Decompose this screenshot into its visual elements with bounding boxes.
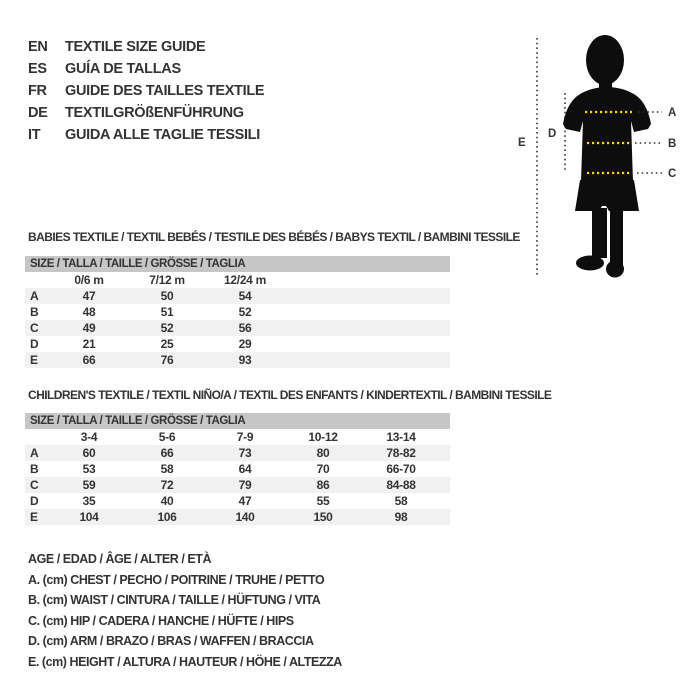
- babies-section-title: BABIES TEXTILE / TEXTIL BEBÉS / TESTILE DES BÉBÉS / BABYS TEXTIL / BAMBINI TESSILE: [28, 230, 520, 244]
- cell-value: 47: [82, 289, 96, 303]
- table-row: [25, 352, 450, 368]
- row-label: E: [30, 353, 38, 367]
- row-label: B: [30, 462, 39, 476]
- cell-value: 55: [316, 494, 330, 508]
- silhouette-tshirt: [563, 87, 651, 182]
- silhouette-shorts: [575, 180, 639, 211]
- cell-value: 150: [313, 510, 333, 524]
- cell-value: 58: [160, 462, 174, 476]
- corner-cell: [25, 429, 50, 445]
- children-col-3: 10-12: [308, 430, 338, 444]
- children-size-table: [25, 413, 450, 525]
- cell-value: 49: [82, 321, 96, 335]
- cell-value: 54: [238, 289, 252, 303]
- corner-cell: [25, 272, 50, 288]
- children-size-header: SIZE / TALLA / TAILLE / GRÖSSE / TAGLIA: [25, 413, 450, 429]
- children-col-4: 13-14: [386, 430, 416, 444]
- table-row: [25, 288, 450, 304]
- row-label: D: [30, 494, 39, 508]
- cell-value: 66: [160, 446, 174, 460]
- language-code: EN: [28, 39, 48, 55]
- language-code: FR: [28, 83, 47, 99]
- label-d: D: [548, 128, 557, 140]
- table-row: [25, 445, 450, 461]
- cell-value: 64: [238, 462, 252, 476]
- cell-value: 73: [238, 446, 252, 460]
- legend-age: AGE / EDAD / ÂGE / ALTER / ETÀ: [28, 552, 212, 566]
- row-label: A: [30, 446, 39, 460]
- cell-value: 51: [160, 305, 174, 319]
- cell-value: 140: [235, 510, 255, 524]
- table-row: [25, 461, 450, 477]
- table-row: [25, 509, 450, 525]
- silhouette-left-shoe: [576, 256, 604, 271]
- measurement-figure: [510, 30, 690, 285]
- cell-value: 84-88: [386, 478, 416, 492]
- label-a: A: [668, 107, 677, 119]
- children-col-1: 5-6: [158, 430, 176, 444]
- babies-col-0: 0/6 m: [74, 273, 104, 287]
- legend-chest: A. (cm) CHEST / PECHO / POITRINE / TRUHE / PETTO: [28, 572, 325, 587]
- silhouette-right-leg: [610, 208, 623, 265]
- children-section-title: CHILDREN'S TEXTILE / TEXTIL NIÑO/A / TEXTIL DES ENFANTS / KINDERTEXTIL / BAMBINI TESSILE: [28, 388, 552, 402]
- language-row-en: [28, 36, 264, 58]
- children-col-0: 3-4: [80, 430, 98, 444]
- cell-value: 79: [238, 478, 252, 492]
- guide-title-en: TEXTILE SIZE GUIDE: [65, 39, 206, 55]
- cell-value: 29: [238, 337, 252, 351]
- babies-size-table: [25, 256, 450, 368]
- language-code: DE: [28, 105, 48, 121]
- guide-title-es: GUÍA DE TALLAS: [65, 61, 181, 77]
- babies-col-2: 12/24 m: [224, 273, 266, 287]
- cell-value: 59: [82, 478, 96, 492]
- silhouette-left-leg: [592, 208, 607, 258]
- language-title-list: [28, 36, 264, 146]
- language-row-fr: [28, 80, 264, 102]
- cell-value: 80: [316, 446, 330, 460]
- cell-value: 98: [394, 510, 408, 524]
- cell-value: 76: [160, 353, 174, 367]
- babies-size-header: SIZE / TALLA / TAILLE / GRÖSSE / TAGLIA: [25, 256, 450, 272]
- row-label: C: [30, 321, 39, 335]
- cell-value: 25: [160, 337, 174, 351]
- legend-hip: C. (cm) HIP / CADERA / HANCHE / HÜFTE / HIPS: [28, 613, 294, 628]
- table-row: [25, 493, 450, 509]
- cell-value: 21: [82, 337, 96, 351]
- cell-value: 52: [160, 321, 174, 335]
- language-row-de: [28, 102, 264, 124]
- cell-value: 104: [79, 510, 99, 524]
- legend-waist: B. (cm) WAIST / CINTURA / TAILLE / HÜFTUNG / VITA: [28, 593, 321, 607]
- cell-value: 56: [238, 321, 252, 335]
- measurement-legend: [28, 549, 342, 672]
- cell-value: 35: [82, 494, 96, 508]
- cell-value: 93: [238, 353, 252, 367]
- cell-value: 47: [238, 494, 252, 508]
- table-row: [25, 336, 450, 352]
- guide-title-de: TEXTILGRÖßENFÜHRUNG: [65, 105, 244, 121]
- cell-value: 78-82: [386, 446, 416, 460]
- table-row: [25, 320, 450, 336]
- row-label: D: [30, 337, 39, 351]
- cell-value: 72: [160, 478, 174, 492]
- cell-value: 66: [82, 353, 96, 367]
- table-row: [25, 477, 450, 493]
- cell-value: 48: [82, 305, 96, 319]
- row-label: B: [30, 305, 39, 319]
- table-row: [25, 304, 450, 320]
- child-silhouette-diagram: [510, 30, 690, 285]
- language-code: IT: [28, 127, 41, 143]
- cell-value: 50: [160, 289, 174, 303]
- label-c: C: [668, 168, 677, 180]
- guide-title-it: GUIDA ALLE TAGLIE TESSILI: [65, 127, 260, 143]
- cell-value: 58: [394, 494, 408, 508]
- cell-value: 70: [316, 462, 330, 476]
- children-col-2: 7-9: [236, 430, 254, 444]
- language-code: ES: [28, 61, 47, 77]
- cell-value: 66-70: [386, 462, 416, 476]
- label-b: B: [668, 138, 677, 150]
- legend-arm: D. (cm) ARM / BRAZO / BRAS / WAFFEN / BRACCIA: [28, 634, 314, 648]
- cell-value: 52: [238, 305, 252, 319]
- row-label: A: [30, 289, 39, 303]
- guide-title-fr: GUIDE DES TAILLES TEXTILE: [65, 83, 265, 99]
- row-label: E: [30, 510, 38, 524]
- label-e: E: [518, 137, 526, 149]
- cell-value: 53: [82, 462, 96, 476]
- row-label: C: [30, 478, 39, 492]
- silhouette-right-shoe: [606, 261, 624, 278]
- language-row-it: [28, 124, 264, 146]
- cell-value: 60: [82, 446, 96, 460]
- cell-value: 40: [160, 494, 174, 508]
- children-column-header-row: [25, 429, 450, 445]
- babies-col-1: 7/12 m: [149, 273, 185, 287]
- cell-value: 86: [316, 478, 330, 492]
- child-silhouette: [563, 35, 651, 278]
- cell-value: 106: [157, 510, 177, 524]
- legend-height: E. (cm) HEIGHT / ALTURA / HAUTEUR / HÖHE / ALTEZZA: [28, 654, 342, 669]
- language-row-es: [28, 58, 264, 80]
- babies-column-header-row: [25, 272, 450, 288]
